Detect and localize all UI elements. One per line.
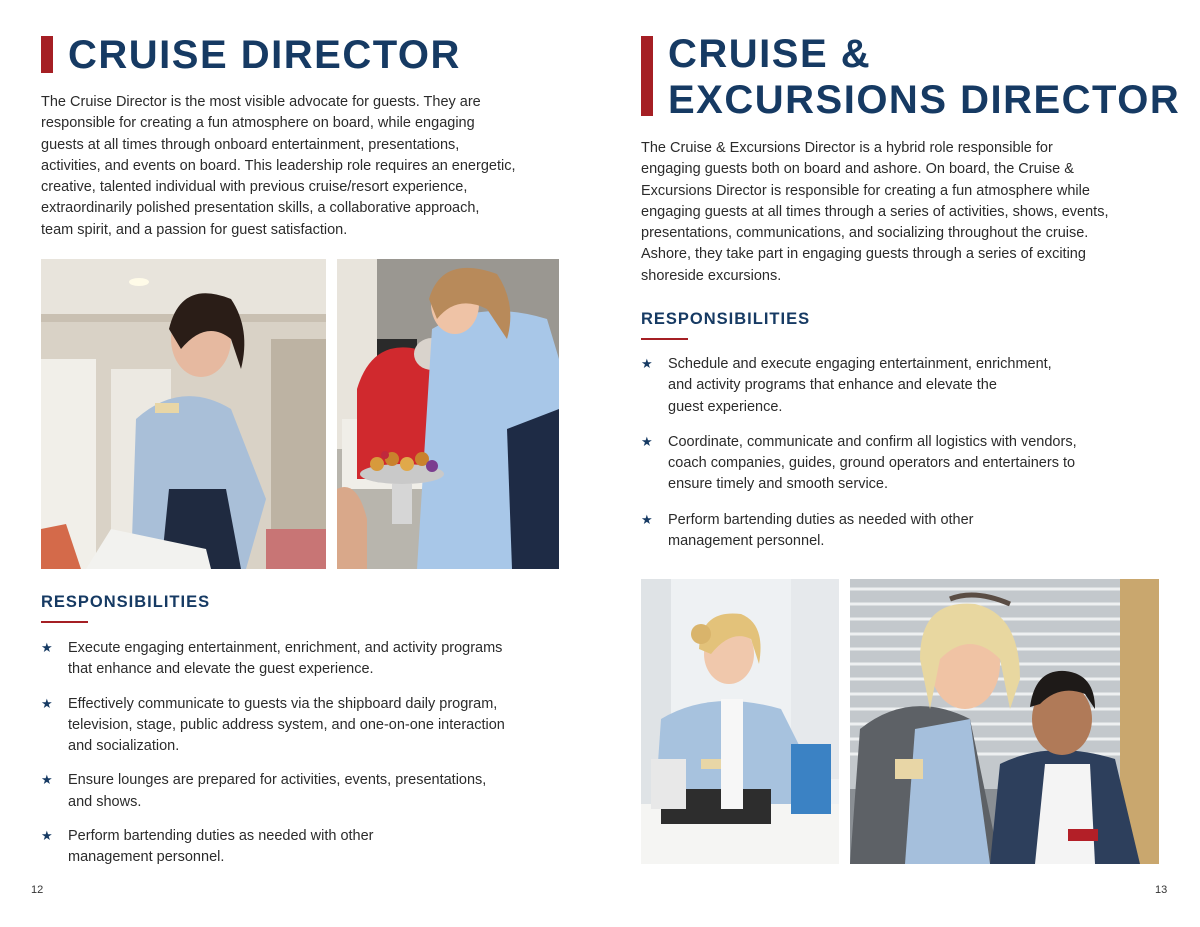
intro-paragraph: The Cruise Director is the most visible advocate for guests. They are responsible for creating a fun atmosphere on board, while engaging guests at all times through onboard entertainment, presentations, activities, and events on board. This leadership role requires an energetic, creative, talented individual with previous cruise/resort experience, extraordinarily polished presentation skills, a collaborative approach, team spirit, and a passion for guest satisfaction. — [41, 94, 516, 238]
title-accent-bar — [41, 36, 53, 73]
list-item: ★ Execute engaging entertainment, enrichment, and activity programs that enhance and elevate the guest experience. — [41, 640, 503, 678]
heading-underline — [641, 338, 688, 340]
responsibilities-heading: RESPONSIBILITIES — [41, 593, 211, 611]
list-item: ★ Perform bartending duties as needed with other management personnel. — [641, 511, 974, 550]
responsibilities-list — [41, 638, 581, 869]
page-number: 13 — [1155, 884, 1168, 896]
star-icon: ★ — [641, 357, 653, 372]
right-page — [600, 0, 1200, 927]
list-item: ★ Perform bartending duties as needed with other management personnel. — [41, 828, 374, 866]
star-icon: ★ — [41, 641, 53, 656]
list-item: ★ Effectively communicate to guests via the shipboard daily program, television, stage, public address system, and one-on-one interaction and socialization. — [41, 695, 505, 755]
heading-underline — [41, 621, 88, 623]
responsibilities-list — [641, 354, 1181, 552]
page-number: 12 — [31, 884, 44, 896]
star-icon: ★ — [41, 773, 53, 789]
page-title: CRUISE DIRECTOR — [68, 33, 461, 77]
photo-serving-pastries — [337, 259, 559, 569]
star-icon: ★ — [641, 434, 653, 450]
star-icon: ★ — [41, 829, 53, 845]
list-item: ★ Ensure lounges are prepared for activities, events, presentations, and shows. — [41, 772, 487, 810]
title-accent-bar — [641, 36, 653, 116]
page-title: CRUISE & EXCURSIONS DIRECTOR — [668, 32, 1181, 122]
star-icon: ★ — [641, 512, 653, 528]
responsibilities-heading: RESPONSIBILITIES — [641, 310, 811, 328]
photo-cruise-director-with-guest — [41, 259, 326, 569]
star-icon: ★ — [41, 696, 53, 712]
photo-crew-laughing-at-bar — [641, 579, 839, 864]
intro-paragraph: The Cruise & Excursions Director is a hybrid role responsible for engaging guests both on board and ashore. On board, the Cruise & Excursions Director is responsible for creating a fun atmosphere while engaging guests at all times through a series of activities, shows, events, presentations, communications, and socializing throughout the cruise. Ashore, they take part in engaging guests through a series of exciting shoreside excursions. — [641, 140, 1109, 284]
list-item: ★ Schedule and execute engaging entertainment, enrichment, and activity programs that enhance and elevate the guest experience. — [641, 356, 1052, 415]
list-item: ★ Coordinate, communicate and confirm all logistics with vendors, coach companies, guides, ground operators and entertainers to ensure timely and smooth service. — [641, 433, 1077, 493]
photo-two-crew-members — [850, 579, 1159, 864]
